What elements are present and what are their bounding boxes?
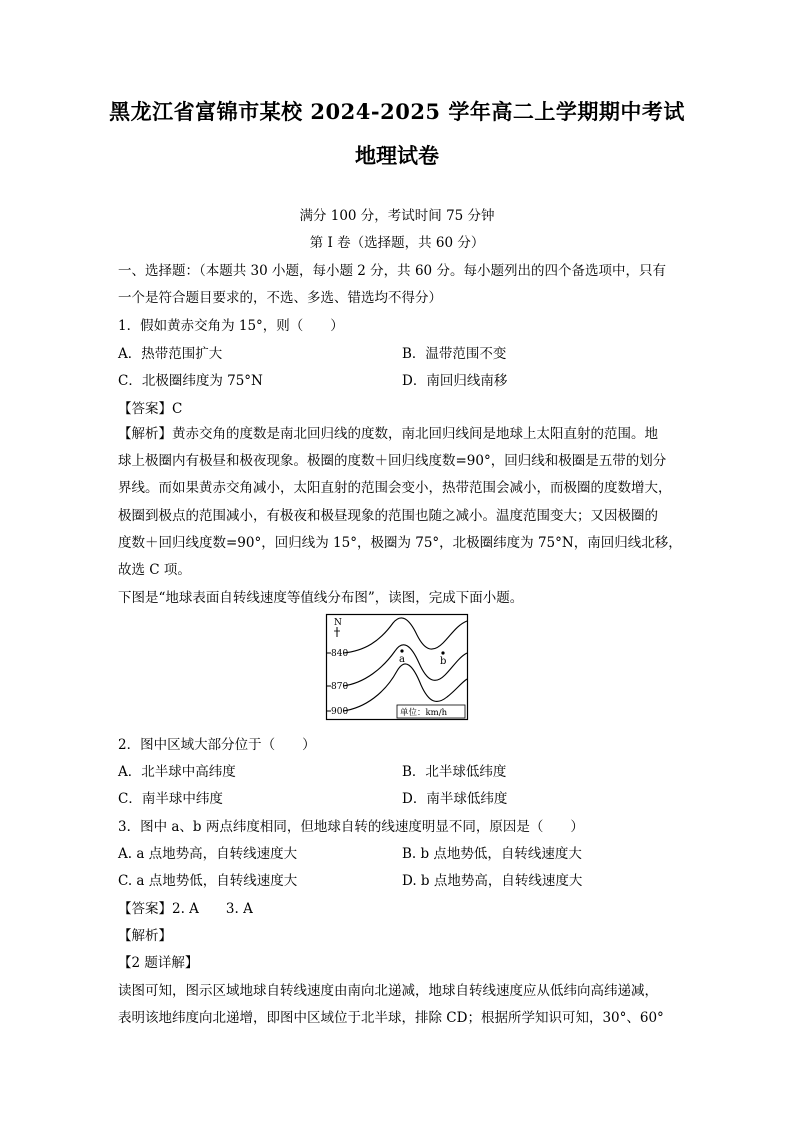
document-title: 黑龙江省富锦市某校 2024-2025 学年高二上学期期中考试 [109,99,685,124]
question-1-analysis-line: 故选 C 项。 [118,562,191,578]
section-heading: 一、选择题：（本题共 30 小题，每小题 2 分，共 60 分。每小题列出的四个备选项中，只有 [118,263,666,279]
question-1-analysis-line: 度数＋回归线度数=90°，回归线为 15°，极圈为 75°，北极圈纬度为 75°N，南回归线北移， [118,535,682,551]
question-3-option-d: D. b 点地势高，自转线速度大 [402,873,583,889]
question-2-stem: 2．图中区域大部分位于（ ） [118,737,316,753]
detail-line: 表明该地纬度向北递增，即图中区域位于北半球，排除 CD；根据所学知识可知，30°、60° [118,1010,664,1026]
question-1-option-d: D．南回归线南移 [402,373,508,389]
question-3-option-b: B. b 点地势低，自转线速度大 [402,846,582,862]
question-2-option-d: D．南半球低纬度 [402,791,508,807]
section-heading-cont: 一个是符合题目要求的，不选、多选、错选均不得分） [118,290,442,306]
point-a-label: a [399,654,405,665]
analysis-label: 【解析】 [118,928,172,944]
question-3-option-a: A. a 点地势高，自转线速度大 [118,846,298,862]
question-1-analysis-line: 球上极圈内有极昼和极夜现象。极圈的度数＋回归线度数=90°，回归线和极圈是五带的划分 [118,453,667,469]
figure-intro: 下图是“地球表面自转线速度等值线分布图”，读图，完成下面小题。 [118,590,524,606]
question-1-analysis-line: 界线。而如果黄赤交角减小，太阳直射的范围会变小，热带范围会减小，而极圈的度数增大， [118,480,672,496]
question-1-analysis-line: 极圈到极点的范围减小，有极夜和极昼现象的范围也随之减小。温度范围变大；又因极圈的 [118,508,658,524]
isoline-label-840: 840 [331,649,349,659]
question-1-option-c: C．北极圈纬度为 75°N [118,373,263,389]
question-1-answer: 【答案】C [118,401,183,417]
question-1-option-a: A．热带范围扩大 [118,346,223,362]
isoline-figure [325,613,469,721]
question-2-option-c: C．南半球中纬度 [118,791,223,807]
question-1-stem: 1．假如黄赤交角为 15°，则（ ） [118,318,344,334]
question-2-option-a: A．北半球中高纬度 [118,764,236,780]
point-b-label: b [440,656,447,667]
point-b-marker [441,651,444,654]
detail-line: 读图可知，图示区域地球自转线速度由南向北递减，地球自转线速度应从低纬向高纬递减， [118,983,658,999]
question-3-stem: 3．图中 a、b 两点纬度相同，但地球自转的线速度明显不同，原因是（ ） [118,819,584,835]
answers-2-3: 【答案】2. A 3. A [118,901,253,917]
volume-heading: 第 I 卷（选择题，共 60 分） [309,235,485,251]
question-3-option-c: C. a 点地势低，自转线速度大 [118,873,298,889]
question-1-analysis-line: 【解析】黄赤交角的度数是南北回归线的度数，南北回归线间是地球上太阳直射的范围。地 [118,426,658,442]
isoline-label-900: 900 [331,707,349,717]
document-subtitle: 地理试卷 [355,143,439,168]
question-1-option-b: B．温带范围不变 [402,346,507,362]
point-a-marker [400,649,403,652]
unit-label: 单位：km/h [400,708,448,718]
exam-info: 满分 100 分，考试时间 75 分钟 [299,208,495,224]
detail-label: 【2 题详解】 [118,955,199,971]
figure-frame [327,615,468,720]
question-2-option-b: B．北半球低纬度 [402,764,507,780]
isoline-label-870: 870 [331,682,349,692]
north-label: N [334,618,342,628]
